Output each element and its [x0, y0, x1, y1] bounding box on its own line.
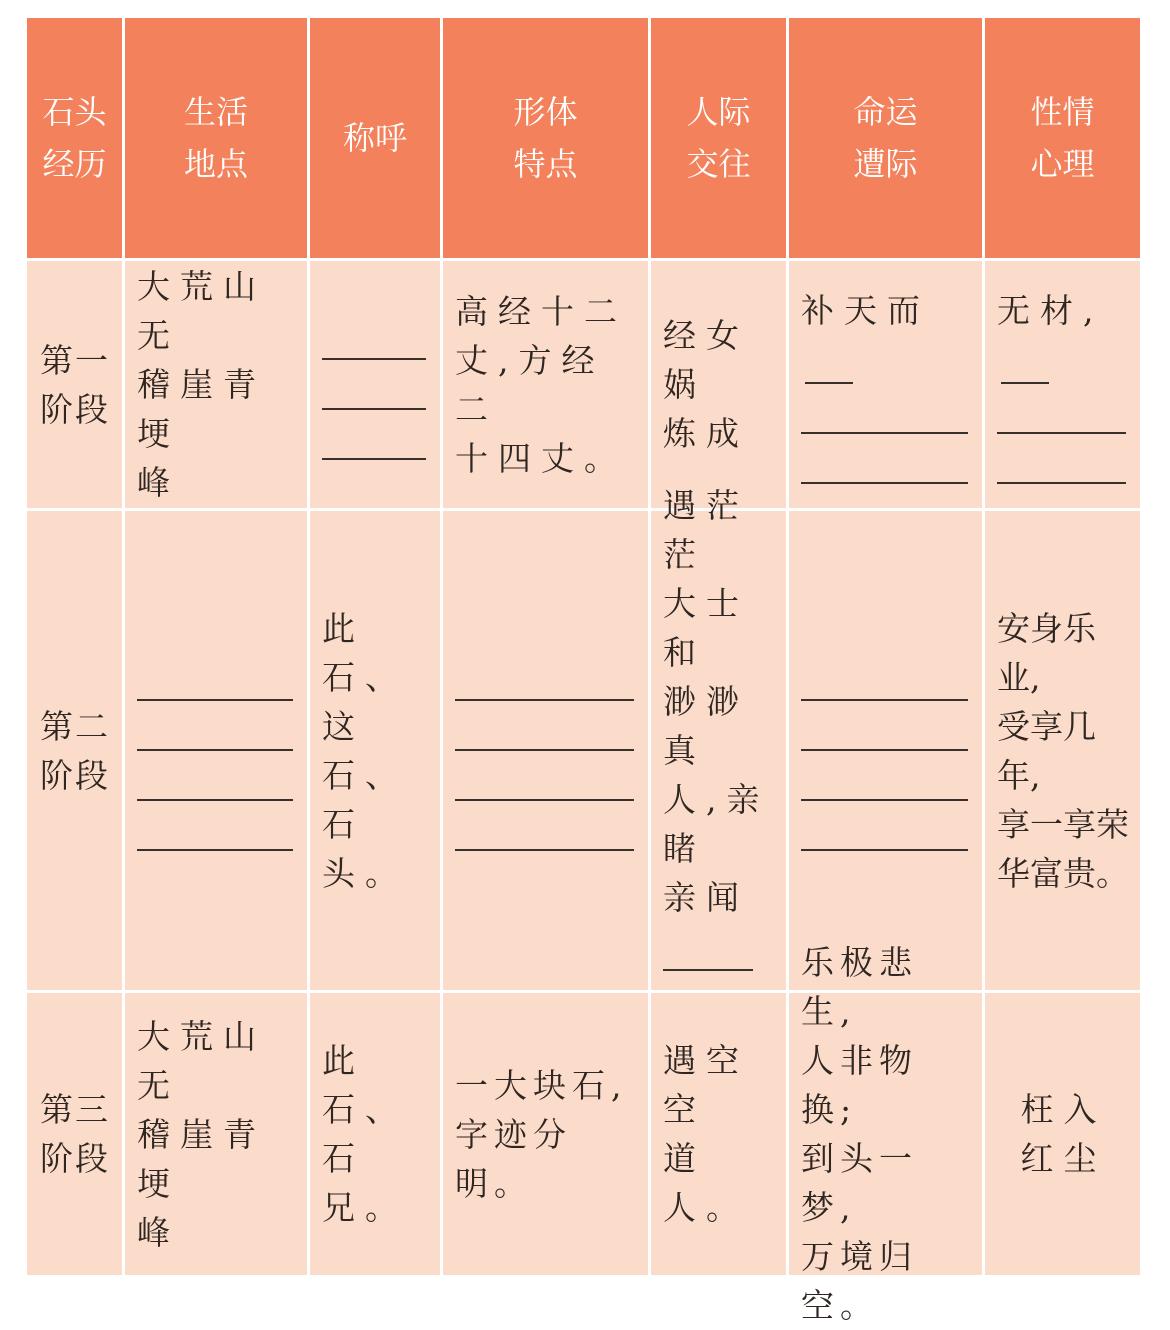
stage-1-label: 第一 阶段 [27, 261, 125, 511]
blank-line[interactable] [805, 352, 853, 384]
stage-1-mind[interactable] [985, 261, 1143, 511]
stage-2-form-blanks[interactable] [443, 511, 651, 993]
blank-line[interactable] [455, 701, 634, 751]
blank-line[interactable] [801, 801, 968, 851]
header-temperament: 性情 心理 [985, 18, 1143, 261]
blank-line[interactable] [137, 801, 293, 851]
blank-line[interactable] [1001, 352, 1049, 384]
blank-line[interactable] [455, 801, 634, 851]
blank-line[interactable] [137, 751, 293, 801]
blank-line[interactable] [455, 651, 634, 701]
blank-line[interactable] [997, 384, 1126, 434]
blank-line[interactable] [663, 939, 753, 971]
stage-1-name-blanks[interactable] [310, 261, 443, 511]
stage-2-label: 第二 阶段 [27, 511, 125, 993]
stage-1-social: 经女娲 炼成 [651, 261, 789, 511]
stage-2-place-blanks[interactable] [125, 511, 310, 993]
fate-prefix: 补天而 [801, 290, 930, 330]
blank-line[interactable] [137, 651, 293, 701]
header-name: 称呼 [310, 18, 443, 261]
stage-1-place: 大荒山无 稽崖青埂 峰 [125, 261, 310, 511]
header-physical-traits: 形体 特点 [443, 18, 651, 261]
stage-1-fate[interactable] [789, 261, 985, 511]
header-stone-experience: 石头 经历 [27, 18, 125, 261]
stage-3-place: 大荒山无 稽崖青埂 峰 [125, 993, 310, 1278]
blank-line[interactable] [322, 310, 426, 360]
blank-line[interactable] [997, 434, 1126, 484]
blank-line[interactable] [322, 360, 426, 410]
stage-2-name: 此石、 这石、 石头。 [310, 511, 443, 993]
blank-line[interactable] [801, 384, 968, 434]
stage-3-fate: 乐极悲生, 人非物换; 到头一梦, 万境归空。 [789, 993, 985, 1278]
header-fate: 命运 遭际 [789, 18, 985, 261]
stone-experience-table [27, 18, 1143, 1325]
stage-3-mind: 枉入 红尘 [985, 993, 1143, 1278]
stage-3-social: 遇空空 道人。 [651, 993, 789, 1278]
header-living-place: 生活 地点 [125, 18, 310, 261]
stage-2-social[interactable]: 遇茫茫 大士和 渺渺真 人,亲睹 亲闻 [651, 511, 789, 993]
stage-3-name: 此石、 石兄。 [310, 993, 443, 1278]
stage-1-form: 高经十二 丈,方经二 十四丈。 [443, 261, 651, 511]
stage-3-form: 一大块石, 字迹分明。 [443, 993, 651, 1278]
blank-line[interactable] [801, 751, 968, 801]
stage-2-mind: 安身乐业, 受享几年, 享一享荣 华富贵。 [985, 511, 1143, 993]
stage-3-label: 第三 阶段 [27, 993, 125, 1278]
blank-line[interactable] [801, 434, 968, 484]
blank-line[interactable] [801, 651, 968, 701]
mind-prefix: 无材, [997, 290, 1104, 330]
blank-line[interactable] [801, 701, 968, 751]
stage-2-fate-blanks[interactable] [789, 511, 985, 993]
blank-line[interactable] [322, 410, 426, 460]
header-social-relations: 人际 交往 [651, 18, 789, 261]
blank-line[interactable] [137, 701, 293, 751]
blank-line[interactable] [455, 751, 634, 801]
